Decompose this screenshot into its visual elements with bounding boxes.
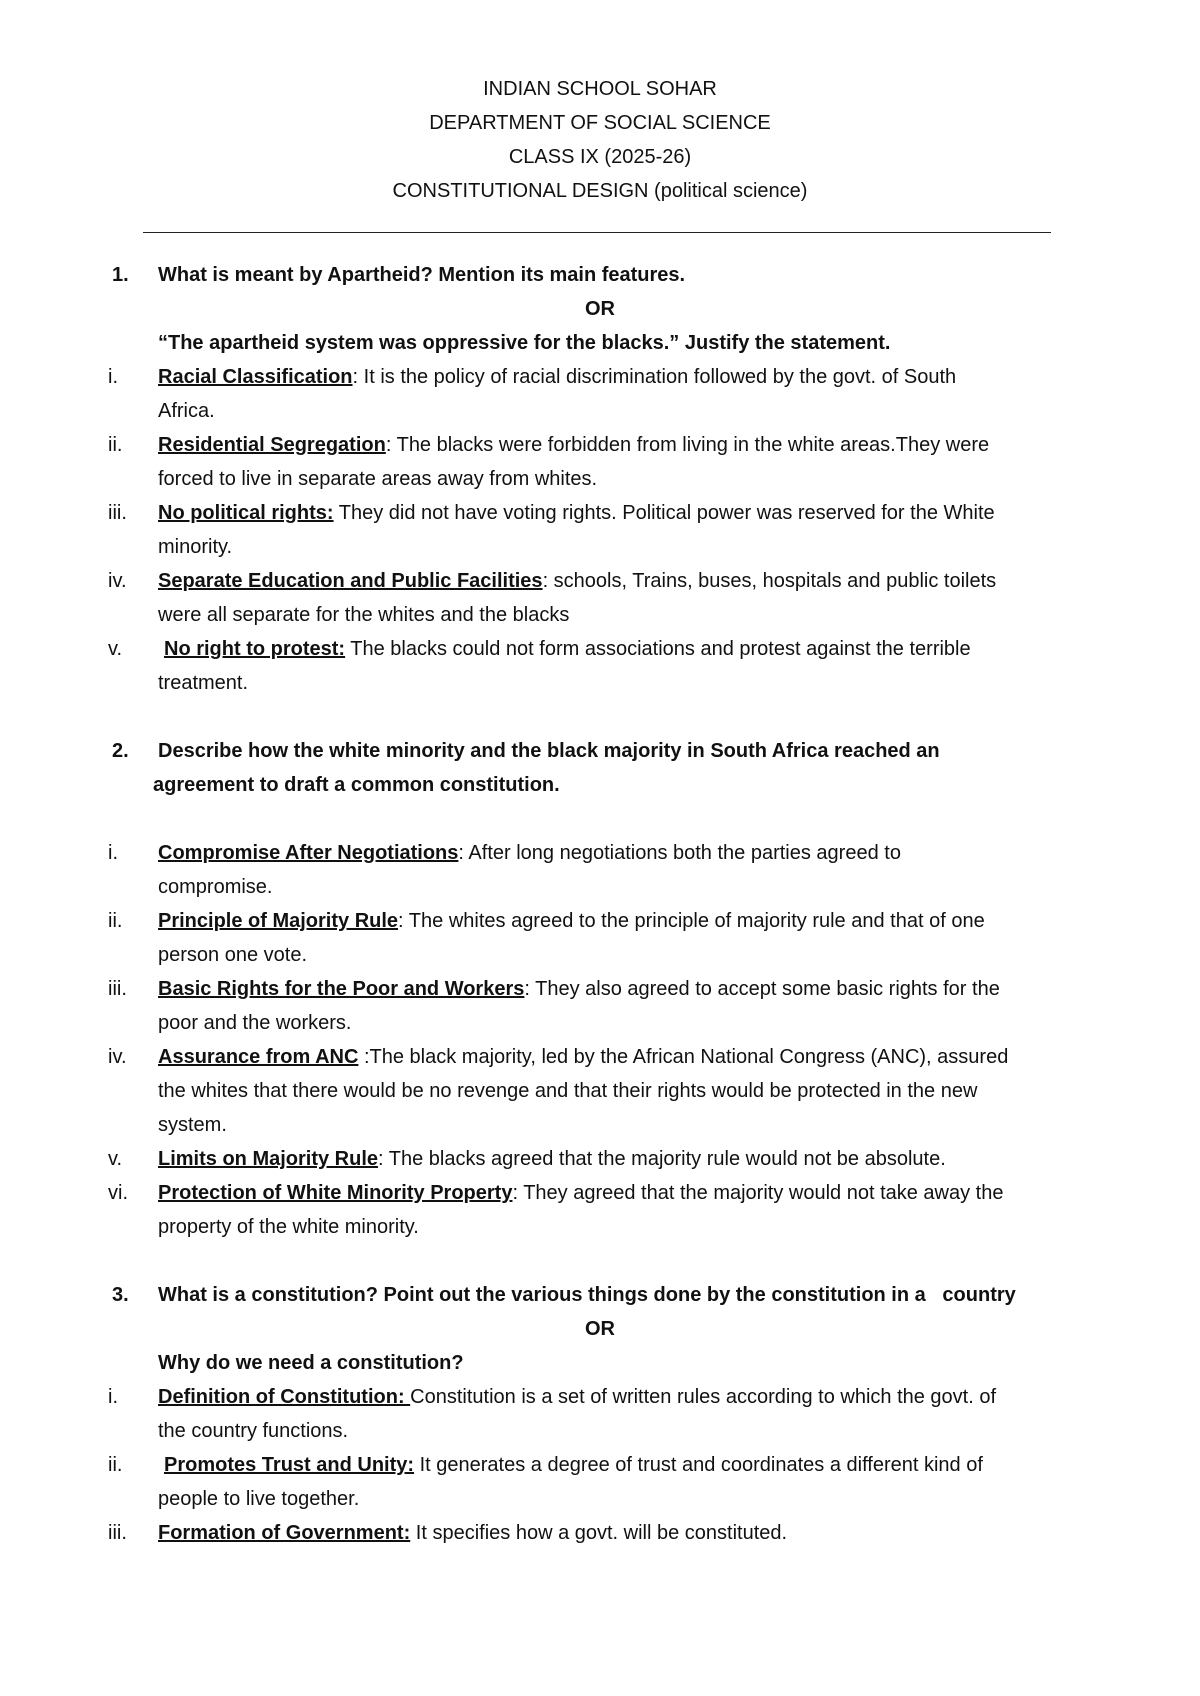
alt-question-text: “The apartheid system was oppressive for the blacks.” Justify the statement. bbox=[158, 332, 891, 354]
alt-question-line bbox=[0, 326, 1200, 360]
question-3 bbox=[0, 1278, 1200, 1312]
key-term: Assurance from ANC bbox=[158, 1046, 359, 1068]
key-term: Formation of Government: bbox=[158, 1522, 411, 1544]
list-numeral: i. bbox=[108, 842, 118, 864]
answer-continuation: people to live together. bbox=[158, 1488, 360, 1510]
list-numeral: iv. bbox=[108, 570, 127, 592]
answer-continuation-line bbox=[0, 598, 1200, 632]
key-term: Compromise After Negotiations bbox=[158, 842, 459, 864]
list-item bbox=[0, 632, 1200, 666]
list-item bbox=[0, 428, 1200, 462]
answer-continuation-line bbox=[0, 1074, 1200, 1108]
department-name: DEPARTMENT OF SOCIAL SCIENCE bbox=[429, 112, 771, 134]
answer-text: : The blacks agreed that the majority rule would not be absolute. bbox=[378, 1148, 946, 1170]
answer-text: It specifies how a govt. will be constituted. bbox=[410, 1522, 788, 1544]
key-term: Limits on Majority Rule bbox=[158, 1148, 379, 1170]
list-numeral: ii. bbox=[108, 434, 123, 456]
list-item bbox=[0, 1516, 1200, 1550]
list-numeral: iii. bbox=[108, 502, 127, 524]
answer-text: : The whites agreed to the principle of majority rule and that of one bbox=[398, 910, 985, 932]
list-numeral: iv. bbox=[108, 1046, 127, 1068]
answer-continuation: minority. bbox=[158, 536, 233, 558]
list-item bbox=[0, 1380, 1200, 1414]
answer-text: The blacks could not form associations and protest against the terrible bbox=[345, 638, 971, 660]
question-text: What is a constitution? Point out the various things done by the constitution in a country bbox=[158, 1284, 1016, 1306]
key-term: Basic Rights for the Poor and Workers bbox=[158, 978, 525, 1000]
list-item bbox=[0, 1448, 1200, 1482]
answer-continuation: property of the white minority. bbox=[158, 1216, 419, 1238]
answer-continuation-line bbox=[0, 1006, 1200, 1040]
alt-question-line bbox=[0, 1346, 1200, 1380]
or-separator: OR bbox=[585, 298, 615, 320]
question-2 bbox=[0, 734, 1200, 768]
key-term: Separate Education and Public Facilities bbox=[158, 570, 543, 592]
answer-text: : It is the policy of racial discrimination followed by the govt. of South bbox=[352, 366, 957, 388]
school-name: INDIAN SCHOOL SOHAR bbox=[483, 78, 717, 100]
answer-continuation-line bbox=[0, 1108, 1200, 1142]
answer-continuation: Africa. bbox=[158, 400, 215, 422]
answer-text: Constitution is a set of written rules according to which the govt. of bbox=[410, 1386, 997, 1408]
answer-continuation-line bbox=[0, 530, 1200, 564]
spacer bbox=[0, 802, 1200, 836]
answer-text: : After long negotiations both the parties agreed to bbox=[458, 842, 901, 864]
answer-continuation: compromise. bbox=[158, 876, 273, 898]
answer-continuation-line bbox=[0, 938, 1200, 972]
question-number: 3. bbox=[112, 1284, 129, 1306]
key-term: No right to protest: bbox=[164, 638, 346, 660]
answer-text: It generates a degree of trust and coordinates a different kind of bbox=[414, 1454, 983, 1476]
list-numeral: i. bbox=[108, 366, 118, 388]
answer-text: : They agreed that the majority would not take away the bbox=[512, 1182, 1004, 1204]
alt-question-text: Why do we need a constitution? bbox=[158, 1352, 464, 1374]
question-text: What is meant by Apartheid? Mention its main features. bbox=[158, 264, 686, 286]
answer-continuation: forced to live in separate areas away from whites. bbox=[158, 468, 598, 490]
spacer bbox=[0, 1244, 1200, 1278]
question-1 bbox=[0, 258, 1200, 292]
question-number: 1. bbox=[112, 264, 129, 286]
list-item bbox=[0, 564, 1200, 598]
answer-continuation-line bbox=[0, 870, 1200, 904]
answer-continuation: system. bbox=[158, 1114, 227, 1136]
list-item bbox=[0, 1176, 1200, 1210]
answer-continuation-line bbox=[0, 462, 1200, 496]
list-numeral: iii. bbox=[108, 1522, 127, 1544]
answer-continuation: the whites that there would be no revenge and that their rights would be protected in the new bbox=[158, 1080, 978, 1102]
or-separator: OR bbox=[585, 1318, 615, 1340]
answer-continuation: the country functions. bbox=[158, 1420, 349, 1442]
list-item bbox=[0, 1040, 1200, 1074]
or-line bbox=[0, 292, 1200, 326]
question-continuation-line bbox=[0, 768, 1200, 802]
answer-continuation-line bbox=[0, 394, 1200, 428]
answer-continuation: treatment. bbox=[158, 672, 249, 694]
answer-continuation: person one vote. bbox=[158, 944, 307, 966]
list-item bbox=[0, 904, 1200, 938]
list-numeral: iii. bbox=[108, 978, 127, 1000]
list-numeral: i. bbox=[108, 1386, 118, 1408]
list-numeral: vi. bbox=[108, 1182, 128, 1204]
list-numeral: v. bbox=[108, 638, 123, 660]
list-numeral: v. bbox=[108, 1148, 123, 1170]
question-text-continuation: agreement to draft a common constitution. bbox=[153, 774, 560, 796]
answer-continuation-line bbox=[0, 666, 1200, 700]
list-item bbox=[0, 972, 1200, 1006]
answer-text: They did not have voting rights. Political power was reserved for the White bbox=[333, 502, 995, 524]
question-text: Describe how the white minority and the black majority in South Africa reached an bbox=[158, 740, 940, 762]
header-divider bbox=[143, 232, 1051, 233]
key-term: Racial Classification bbox=[158, 366, 353, 388]
document-body bbox=[0, 258, 1200, 1550]
list-numeral: ii. bbox=[108, 910, 123, 932]
answer-continuation-line bbox=[0, 1210, 1200, 1244]
chapter-title: CONSTITUTIONAL DESIGN (political science) bbox=[392, 180, 808, 202]
list-item bbox=[0, 496, 1200, 530]
list-item bbox=[0, 1142, 1200, 1176]
answer-text: : The blacks were forbidden from living in the white areas.They were bbox=[385, 434, 990, 456]
list-item bbox=[0, 836, 1200, 870]
answer-continuation: poor and the workers. bbox=[158, 1012, 352, 1034]
key-term: Residential Segregation bbox=[158, 434, 386, 456]
key-term: Promotes Trust and Unity: bbox=[164, 1454, 415, 1476]
key-term: Definition of Constitution: bbox=[158, 1386, 411, 1408]
answer-text: : They also agreed to accept some basic rights for the bbox=[524, 978, 1000, 1000]
answer-continuation-line bbox=[0, 1414, 1200, 1448]
document-header bbox=[0, 72, 1200, 208]
question-number: 2. bbox=[112, 740, 129, 762]
list-item bbox=[0, 360, 1200, 394]
class-label: CLASS IX (2025-26) bbox=[508, 146, 692, 168]
spacer bbox=[0, 700, 1200, 734]
key-term: Principle of Majority Rule bbox=[158, 910, 399, 932]
list-numeral: ii. bbox=[108, 1454, 123, 1476]
answer-text: :The black majority, led by the African National Congress (ANC), assured bbox=[358, 1046, 1009, 1068]
key-term: Protection of White Minority Property bbox=[158, 1182, 513, 1204]
answer-text: : schools, Trains, buses, hospitals and public toilets bbox=[542, 570, 997, 592]
answer-continuation: were all separate for the whites and the blacks bbox=[158, 604, 570, 626]
key-term: No political rights: bbox=[158, 502, 334, 524]
or-line bbox=[0, 1312, 1200, 1346]
answer-continuation-line bbox=[0, 1482, 1200, 1516]
